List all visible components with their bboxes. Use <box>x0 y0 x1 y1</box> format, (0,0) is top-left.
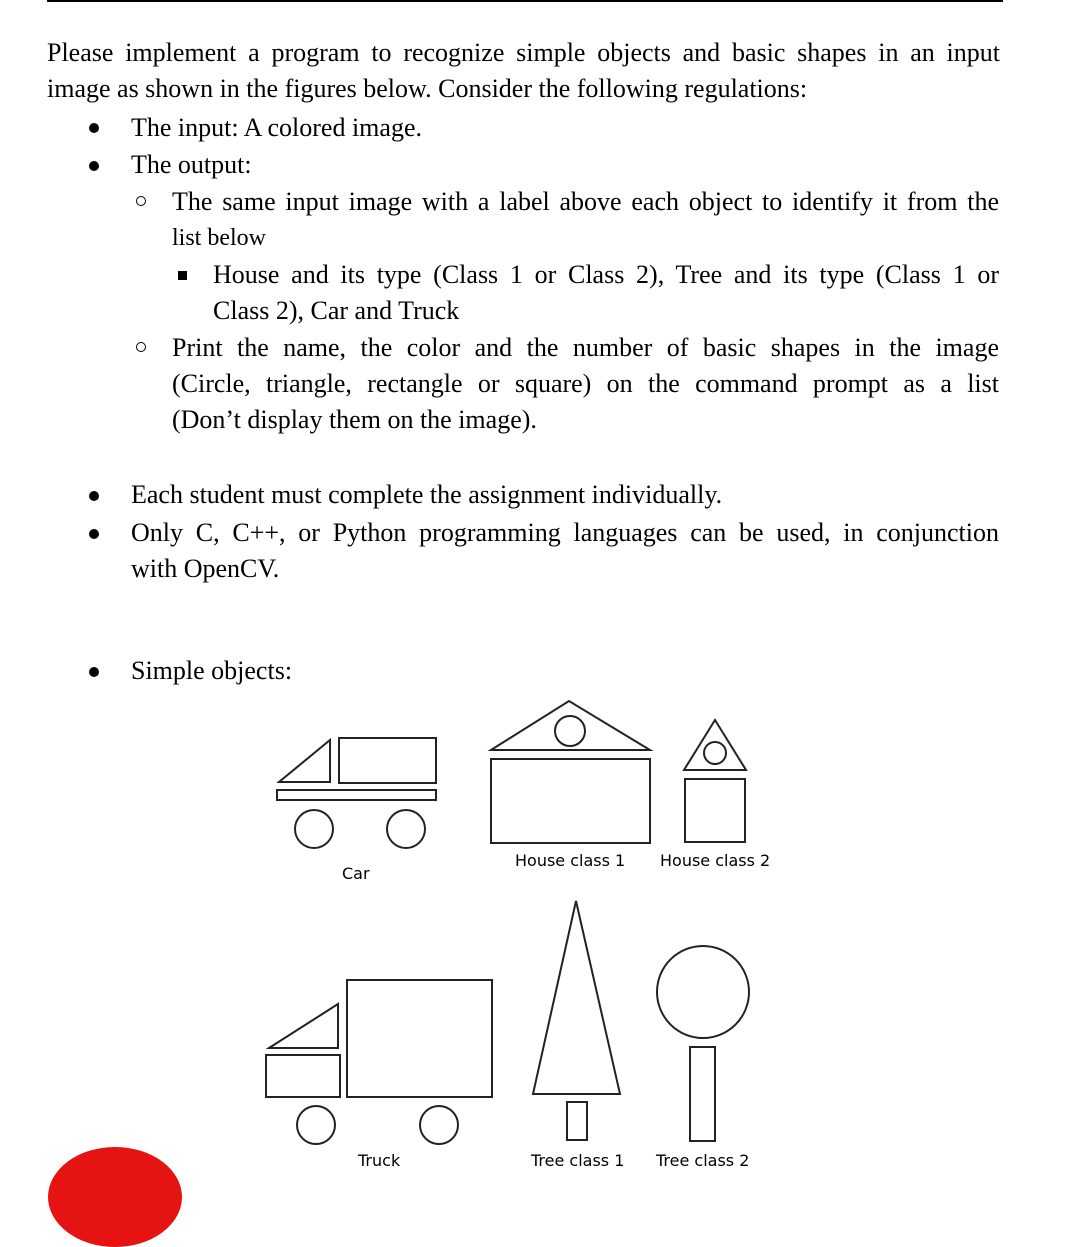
intro-line-1: Please implement a program to recognize simple objects and basic shapes in an input <box>47 38 1000 67</box>
floating-action-button[interactable] <box>48 1147 182 1247</box>
house1-roof-triangle <box>491 701 650 750</box>
label-house-class-1: House class 1 <box>515 851 626 870</box>
car-drawing <box>277 738 436 848</box>
car-chassis-rectangle <box>277 790 436 800</box>
bullet-output: The output: <box>131 150 252 179</box>
bullet-input: The input: A colored image. <box>131 113 422 142</box>
lang-line-1: Only C, C++, or Python programming languages can be used, in conjunction <box>131 518 999 547</box>
car-body-rectangle <box>339 738 436 783</box>
car-wheel-circle <box>295 810 333 848</box>
truck-drawing <box>266 980 492 1144</box>
tree-class-1-drawing <box>533 901 620 1140</box>
sub2-line-1: Print the name, the color and the number of basic shapes in the image <box>172 333 999 362</box>
tree2-crown-circle <box>657 946 749 1038</box>
tree2-trunk-rectangle <box>690 1047 715 1141</box>
house2-window-circle <box>704 742 726 764</box>
sub1-line-2: list below <box>172 225 266 251</box>
house2-roof-triangle <box>684 720 746 770</box>
bullet-individual: Each student must complete the assignment individually. <box>131 480 723 509</box>
house-class-1-drawing <box>491 701 650 843</box>
house-class-2-drawing <box>684 720 746 842</box>
truck-wheel-circle <box>420 1106 458 1144</box>
label-house-class-2: House class 2 <box>660 851 771 870</box>
sub1-line-1: The same input image with a label above each object to identify it from the <box>172 187 999 216</box>
label-truck: Truck <box>358 1151 401 1170</box>
subsub-line-1: House and its type (Class 1 or Class 2), Tree and its type (Class 1 or <box>213 260 999 289</box>
tree1-crown-triangle <box>533 901 620 1094</box>
label-tree-class-2: Tree class 2 <box>656 1151 750 1170</box>
sub2-line-3: (Don’t display them on the image). <box>172 405 537 434</box>
intro-line-2: image as shown in the figures below. Consider the following regulations: <box>47 74 808 103</box>
car-wheel-circle <box>387 810 425 848</box>
sub2-line-2: (Circle, triangle, rectangle or square) on the command prompt as a list <box>172 369 999 398</box>
label-tree-class-1: Tree class 1 <box>531 1151 625 1170</box>
lang-line-2: with OpenCV. <box>131 554 280 583</box>
subsub-line-2: Class 2), Car and Truck <box>213 296 460 325</box>
tree-class-2-drawing <box>657 946 749 1141</box>
car-triangle <box>279 740 330 782</box>
tree1-trunk-rectangle <box>567 1102 587 1140</box>
house2-wall-square <box>685 779 745 842</box>
house1-window-circle <box>555 716 585 746</box>
truck-cab-triangle <box>269 1004 338 1048</box>
label-car: Car <box>342 864 370 883</box>
truck-cargo-rectangle <box>347 980 492 1097</box>
truck-cab-rectangle <box>266 1055 340 1097</box>
bullet-simple-objects: Simple objects: <box>131 656 293 685</box>
truck-wheel-circle <box>297 1106 335 1144</box>
house1-wall-rectangle <box>491 759 650 843</box>
